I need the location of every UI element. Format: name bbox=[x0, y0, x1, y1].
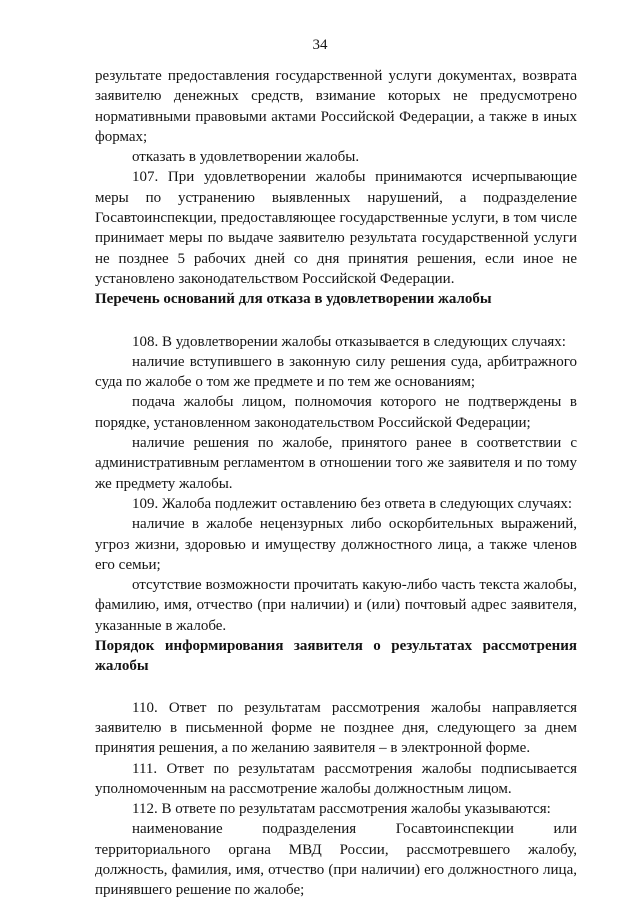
section-heading-refusal-grounds: Перечень оснований для отказа в удовлетворении жалобы bbox=[95, 291, 492, 308]
document-body bbox=[95, 66, 577, 901]
paragraph-110: 110. Ответ по результатам рассмотрения жалобы направляется заявителю в письменной форме не позднее дня, следующего за днем принятия решения, а по желанию заявителя – в электронной форме. bbox=[95, 699, 577, 757]
paragraph-112: 112. В ответе по результатам рассмотрения жалобы указываются: bbox=[132, 801, 551, 818]
list-item-unreadable-text: отсутствие возможности прочитать какую-либо часть текста жалобы, фамилию, имя, отчество (при наличии) и (или) почтовый адрес заявителя, указанные в жалобе. bbox=[95, 577, 577, 634]
paragraph-108: 108. В удовлетворении жалобы отказывается в следующих случаях: bbox=[132, 333, 566, 350]
list-item-court-decision: наличие вступившего в законную силу решения суда, арбитражного суда по жалобе о том же предмете и по тем же основаниям; bbox=[95, 353, 577, 391]
section-heading-informing-order: Порядок информирования заявителя о результатах рассмотрения жалобы bbox=[95, 638, 577, 675]
paragraph-107: 107. При удовлетворении жалобы принимаются исчерпывающие меры по устранению выявленных нарушений, а подразделение Госавтоинспекции, предоставляющее государственные услуги, в том числе принимает меры по выдаче заявителю результата государственной услуги не позднее 5 рабочих дней со дня принятия решения, если иное не установлено законодательством Российской Федерации. bbox=[95, 169, 577, 287]
section-refusal-grounds bbox=[95, 332, 577, 636]
paragraph-111: 111. Ответ по результатам рассмотрения жалобы подписывается уполномоченным на рассмотрение жалобы должностным лицом. bbox=[95, 760, 577, 797]
paragraph-continuation: результате предоставления государственной услуги документах, возврата заявителю денежных средств, взимание которых не предусмотрено нормативными правовыми актами Российской Федерации, а также в иных формах; bbox=[95, 68, 577, 145]
list-item-unit-name: наименование подразделения Госавтоинспекции или территориального органа МВД России, рассмотревшего жалобу, должность, фамилия, имя, отчество (при наличии) его должностного лица, принявшего решение по жалобе; bbox=[95, 821, 577, 899]
list-item-obscene-language: наличие в жалобе нецензурных либо оскорбительных выражений, угроз жизни, здоровью и имуществу должностного лица, а также членов его семьи; bbox=[95, 516, 577, 573]
paragraph-refuse-complaint: отказать в удовлетворении жалобы. bbox=[132, 149, 360, 166]
list-item-prior-decision: наличие решения по жалобе, принятого ранее в соответствии с административным регламентом в отношении того же заявителя и по тому же предмету жалобы. bbox=[95, 435, 577, 492]
page-number: 34 bbox=[312, 37, 328, 53]
section-informing-order bbox=[95, 698, 577, 901]
paragraph-109: 109. Жалоба подлежит оставлению без ответа в следующих случаях: bbox=[132, 495, 573, 512]
list-item-unauthorized-filer: подача жалобы лицом, полномочия которого не подтверждены в порядке, установленном законодательством Российской Федерации; bbox=[95, 394, 577, 431]
